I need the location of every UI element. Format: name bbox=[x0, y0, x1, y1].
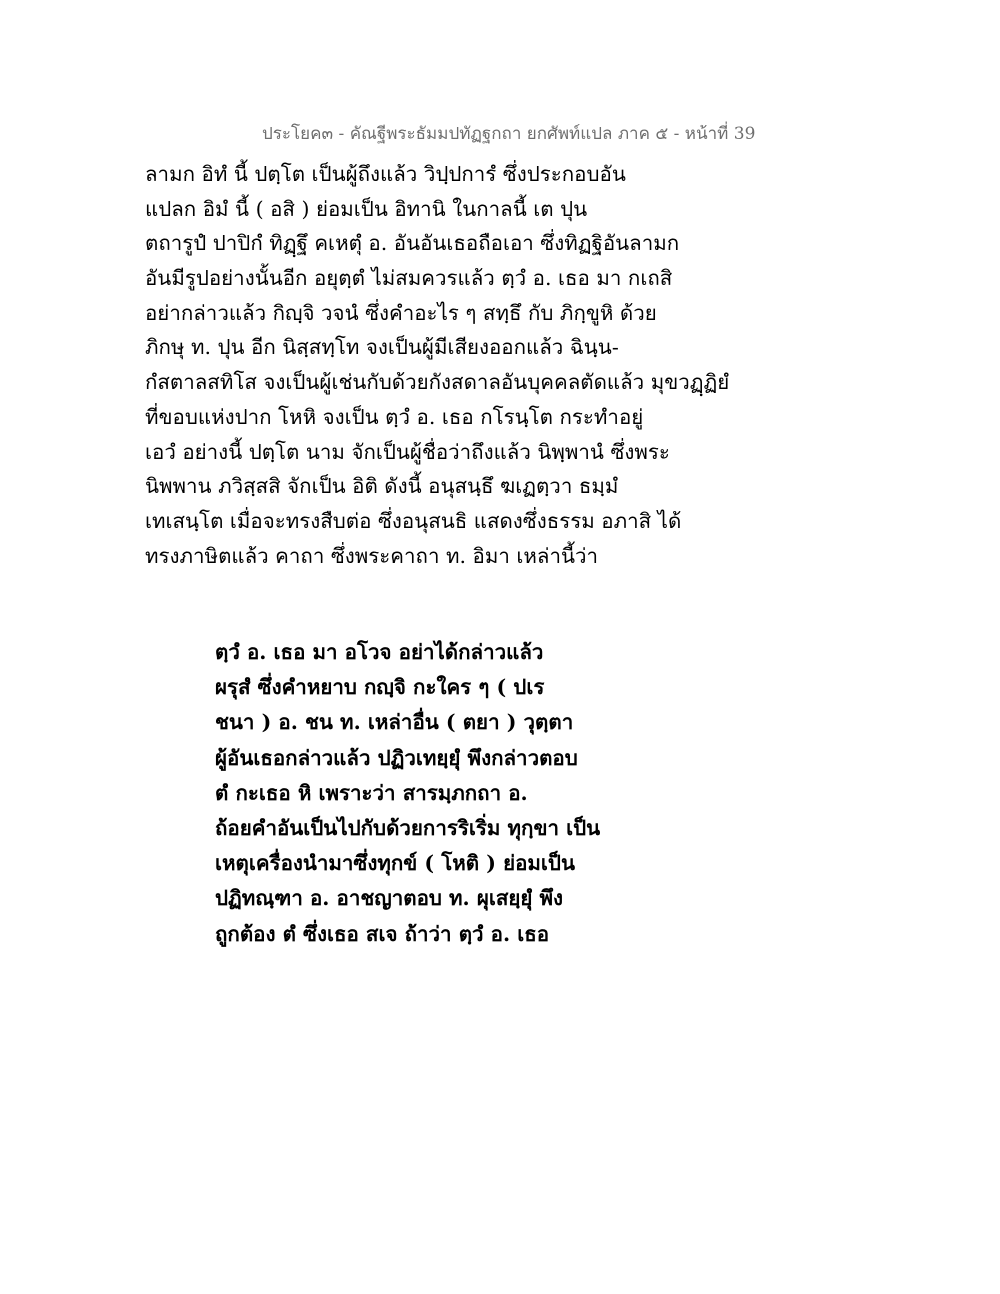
page-header: ประโยค๓ - คัณฐีพระธัมมปทัฏฐกถา ยกศัพท์แปล ภาค ๕ - หน้าที่ 39 bbox=[262, 124, 756, 144]
verse-line: ชนา ) อ. ชน ท. เหล่าอื่น ( ตยา ) วุตฺตา bbox=[215, 710, 574, 735]
verse-line: ตฺวํ อ. เธอ มา อโวจ อย่าได้กล่าวแล้ว bbox=[215, 640, 544, 664]
body-line: กํสตาลสทิโส จงเป็นผู้เช่นกับด้วยกังสดาลอันบุคคลตัดแล้ว มุขวฏฺฏิยํ bbox=[145, 370, 730, 395]
verse-line: ตํ กะเธอ หิ เพราะว่า สารมฺภกถา อ. bbox=[215, 780, 528, 805]
body-line: ภิกษุ ท. ปุน อีก นิสฺสทฺโท จงเป็นผู้มีเสียงออกแล้ว ฉินฺน- bbox=[145, 335, 619, 360]
body-line: อันมีรูปอย่างนั้นอีก อยุตฺตํ ไม่สมควรแล้ว ตฺวํ อ. เธอ มา กเถสิ bbox=[145, 266, 673, 291]
body-line: อย่ากล่าวแล้ว กิญฺจิ วจนํ ซึ่งคำอะไร ๆ สทฺธึ กับ ภิกฺขูหิ ด้วย bbox=[145, 300, 657, 325]
verse-line: ถ้อยคำอันเป็นไปกับด้วยการริเริ่ม ทุกฺขา เป็น bbox=[215, 815, 601, 840]
body-line: ลามก อิทํ นี้ ปตฺโต เป็นผู้ถึงแล้ว วิปฺปการํ ซึ่งประกอบอัน bbox=[145, 162, 626, 186]
verse-block bbox=[215, 635, 635, 952]
body-line: เอวํ อย่างนี้ ปตฺโต นาม จักเป็นผู้ชื่อว่าถึงแล้ว นิพฺพานํ ซึ่งพระ bbox=[145, 439, 670, 464]
body-line: แปลก อิมํ นี้ ( อสิ ) ย่อมเป็น อิทานิ ในกาลนี้ เต ปุน bbox=[145, 196, 588, 221]
verse-line: ถูกต้อง ตํ ซึ่งเธอ สเจ ถ้าว่า ตฺวํ อ. เธอ bbox=[215, 921, 550, 946]
body-line: ทรงภาษิตแล้ว คาถา ซึ่งพระคาถา ท. อิมา เหล่านี้ว่า bbox=[145, 543, 599, 568]
body-line: ตถารูปํ ปาปิกํ ทิฏฺฐึ คเหตุํ อ. อันอันเธอถือเอา ซึ่งทิฏฐิอันลามก bbox=[145, 231, 680, 256]
body-line: ที่ขอบแห่งปาก โหหิ จงเป็น ตฺวํ อ. เธอ กโรนฺโต กระทำอยู่ bbox=[145, 404, 644, 429]
verse-line: เหตุเครื่องนำมาซึ่งทุกข์ ( โหติ ) ย่อมเป็น bbox=[215, 851, 575, 876]
verse-line: ผู้อันเธอกล่าวแล้ว ปฏิวเทยฺยุํ พึงกล่าวตอบ bbox=[215, 745, 578, 770]
body-line: นิพพาน ภวิสฺสสิ จักเป็น อิติ ดังนี้ อนุสนฺธึ ฆเฏตฺวา ธมฺมํ bbox=[145, 474, 619, 499]
body-text bbox=[145, 157, 730, 573]
body-line: เทเสนฺโต เมื่อจะทรงสืบต่อ ซึ่งอนุสนธิ แสดงซึ่งธรรม อภาสิ ได้ bbox=[145, 508, 682, 533]
verse-line: ผรุสํ ซึ่งคำหยาบ กญฺจิ กะใคร ๆ ( ปเร bbox=[215, 675, 545, 700]
verse-line: ปฏิทณฺฑา อ. อาชญาตอบ ท. ผุเสยฺยุํ พึง bbox=[215, 886, 564, 911]
